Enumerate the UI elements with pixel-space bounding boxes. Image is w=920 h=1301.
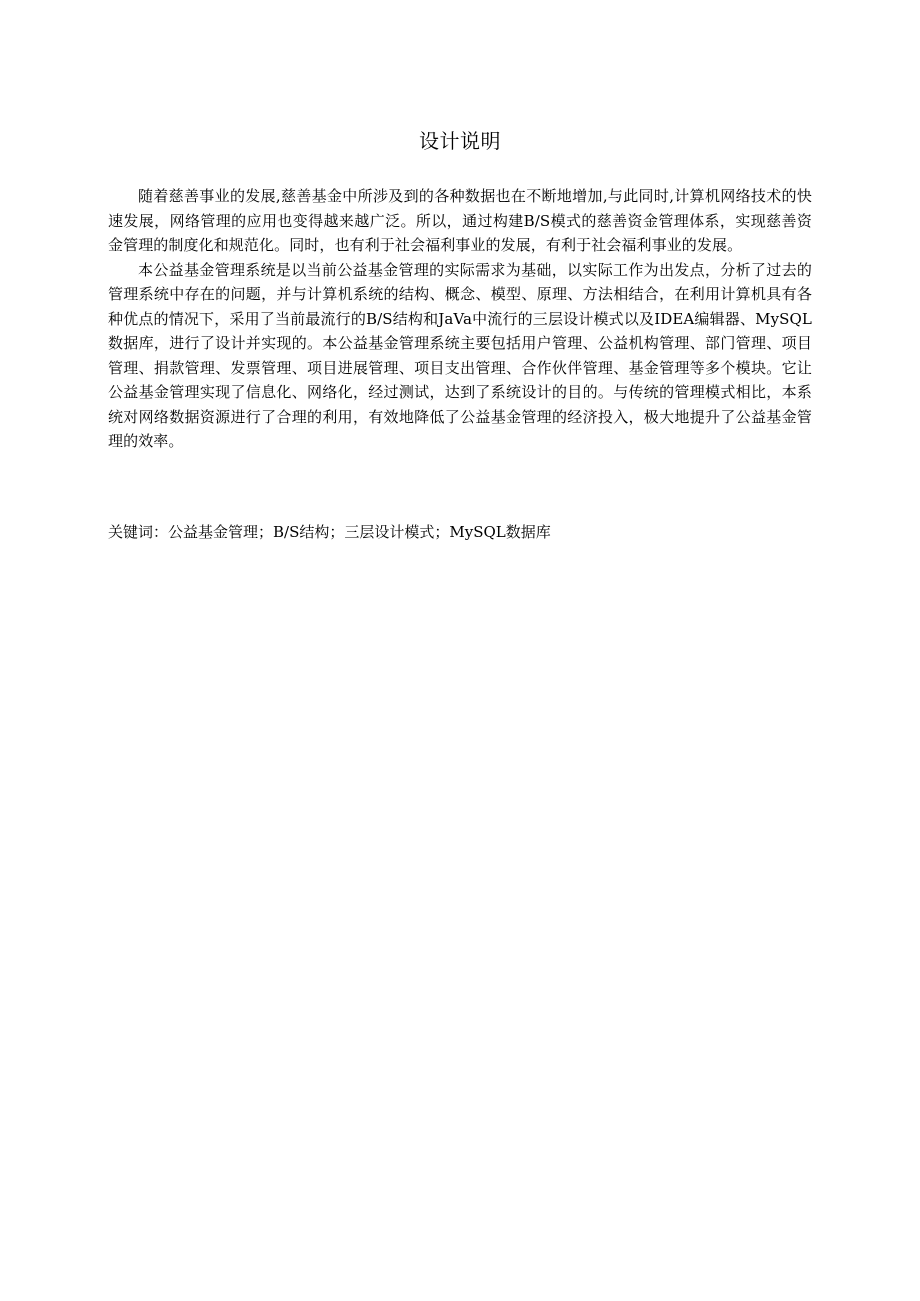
document-title: 设计说明	[419, 129, 501, 153]
paragraph-1: 随着慈善事业的发展,慈善基金中所涉及到的各种数据也在不断地增加,与此同时,计算机网络技术的快速发展，网络管理的应用也变得越来越广泛。所以，通过构建B/S模式的慈善资金管理体系，实现慈善资金管理的制度化和规范化。同时，也有利于社会福利事业的发展，有利于社会福利事业的发展。	[108, 187, 812, 254]
keywords-line: 关键词：公益基金管理；B/S结构；三层设计模式；MySQL数据库	[108, 523, 551, 541]
document-body	[108, 184, 812, 454]
paragraph-2: 本公益基金管理系统是以当前公益基金管理的实际需求为基础，以实际工作为出发点，分析了过去的管理系统中存在的问题，并与计算机系统的结构、概念、模型、原理、方法相结合，在利用计算机具有各种优点的情况下，采用了当前最流行的B/S结构和JaVa中流行的三层设计模式以及IDEA编辑器、MySQL数据库，进行了设计并实现的。本公益基金管理系统主要包括用户管理、公益机构管理、部门管理、项目管理、捐款管理、发票管理、项目进展管理、项目支出管理、合作伙伴管理、基金管理等多个模块。它让公益基金管理实现了信息化、网络化，经过测试，达到了系统设计的目的。与传统的管理模式相比，本系统对网络数据资源进行了合理的利用，有效地降低了公益基金管理的经济投入，极大地提升了公益基金管理的效率。	[108, 260, 812, 450]
